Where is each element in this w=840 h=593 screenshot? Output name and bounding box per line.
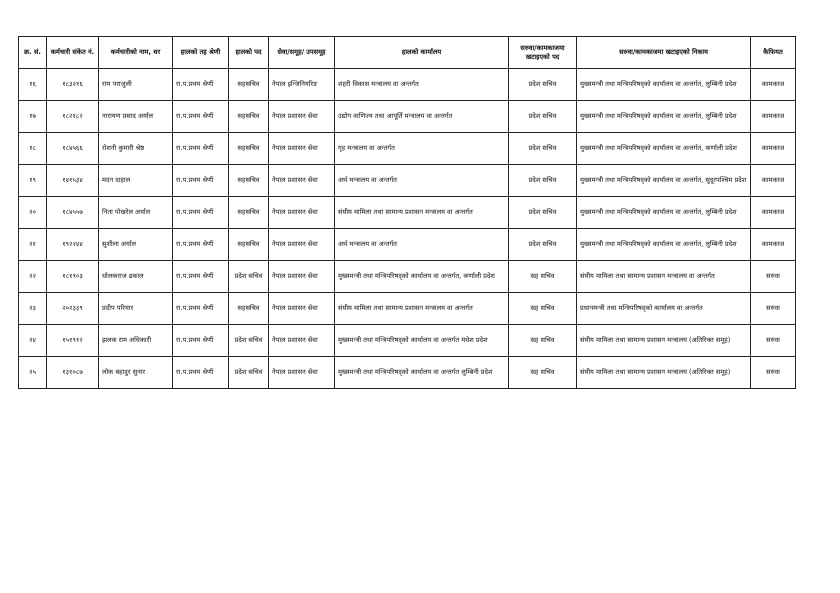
current-office-cell: मुख्यमन्त्री तथा मन्त्रिपरिषद्‌को कार्यालय वा अन्तर्गत, कर्णाली प्रदेश xyxy=(335,261,509,293)
serial-cell: १७ xyxy=(19,101,47,133)
table-row xyxy=(19,197,796,229)
level-cell: रा.प.प्रथम श्रेणी xyxy=(173,261,229,293)
current-office-cell: उद्योग वाणिज्य तथा आपूर्ति मन्त्रालय वा अन्तर्गत xyxy=(335,101,509,133)
serial-cell: २० xyxy=(19,197,47,229)
post-cell: सहसचिव xyxy=(229,69,269,101)
post-cell: सहसचिव xyxy=(229,229,269,261)
name-cell: निता पोखरेल अर्याल xyxy=(99,197,173,229)
table-row xyxy=(19,101,796,133)
service-group-cell: नेपाल प्रशासन सेवा xyxy=(269,261,335,293)
header-assigned-body: सरुवा/कामकाजमा खटाइएको निकाय xyxy=(577,37,751,69)
remarks-cell: कामकाज xyxy=(751,101,796,133)
header-remarks: कैफियत xyxy=(751,37,796,69)
name-cell: धोलकराज ढकाल xyxy=(99,261,173,293)
level-cell: रा.प.प्रथम श्रेणी xyxy=(173,165,229,197)
table-row xyxy=(19,325,796,357)
post-cell: सहसचिव xyxy=(229,101,269,133)
assigned-body-cell: मुख्यमन्त्री तथा मन्त्रिपरिषद्‌को कार्यालय वा अन्तर्गत, कर्णाली प्रदेश xyxy=(577,133,751,165)
assigned-body-cell: मुख्यमन्त्री तथा मन्त्रिपरिषद्‌को कार्यालय वा अन्तर्गत, सुदूरपश्चिम प्रदेश xyxy=(577,165,751,197)
service-group-cell: नेपाल प्रशासन सेवा xyxy=(269,325,335,357)
assigned-body-cell: संघीय मामिला तथा सामान्य प्रशासन मन्त्रालय (अतिरिक्त समूह) xyxy=(577,357,751,389)
table-row xyxy=(19,165,796,197)
assigned-body-cell: मुख्यमन्त्री तथा मन्त्रिपरिषद्‌को कार्यालय वा अन्तर्गत, लुम्बिनी प्रदेश xyxy=(577,229,751,261)
assigned-post-cell: प्रदेश सचिव xyxy=(509,133,577,165)
current-office-cell: अर्थ मन्त्रालय वा अन्तर्गत xyxy=(335,229,509,261)
employee-code-cell: १८२१८२ xyxy=(47,101,99,133)
assigned-body-cell: मुख्यमन्त्री तथा मन्त्रिपरिषद्‌को कार्यालय वा अन्तर्गत, लुम्बिनी प्रदेश xyxy=(577,69,751,101)
assigned-post-cell: प्रदेश सचिव xyxy=(509,101,577,133)
employee-code-cell: २०२३३९ xyxy=(47,293,99,325)
name-cell: रोशनी कुमारी श्रेष्ठ xyxy=(99,133,173,165)
level-cell: रा.प.प्रथम श्रेणी xyxy=(173,197,229,229)
assigned-post-cell: सह सचिव xyxy=(509,357,577,389)
level-cell: रा.प.प्रथम श्रेणी xyxy=(173,357,229,389)
current-office-cell: गृह मन्त्रालय वा अन्तर्गत xyxy=(335,133,509,165)
name-cell: मदन दाहाल xyxy=(99,165,173,197)
post-cell: सहसचिव xyxy=(229,197,269,229)
remarks-cell: कामकाज xyxy=(751,165,796,197)
assigned-body-cell: मुख्यमन्त्री तथा मन्त्रिपरिषद्‌को कार्यालय वा अन्तर्गत, लुम्बिनी प्रदेश xyxy=(577,101,751,133)
employee-code-cell: १३१०८७ xyxy=(47,357,99,389)
remarks-cell: कामकाज xyxy=(751,133,796,165)
table-row xyxy=(19,229,796,261)
level-cell: रा.प.प्रथम श्रेणी xyxy=(173,133,229,165)
table-row xyxy=(19,261,796,293)
post-cell: प्रदेश सचिव xyxy=(229,325,269,357)
service-group-cell: नेपाल इन्जिनियरिङ xyxy=(269,69,335,101)
remarks-cell: कामकाज xyxy=(751,197,796,229)
level-cell: रा.प.प्रथम श्रेणी xyxy=(173,325,229,357)
name-cell: प्रदीप परियार xyxy=(99,293,173,325)
employee-code-cell: १९२२४४ xyxy=(47,229,99,261)
assigned-body-cell: संघीय मामिला तथा सामान्य प्रशासन मन्त्रालय (अतिरिक्त समूह) xyxy=(577,325,751,357)
employee-code-cell: १४१५३४ xyxy=(47,165,99,197)
header-row xyxy=(19,37,796,69)
serial-cell: १८ xyxy=(19,133,47,165)
header-service-group: सेवा/समूह/ उपसमूह xyxy=(269,37,335,69)
remarks-cell: सरुवा xyxy=(751,325,796,357)
table-row xyxy=(19,293,796,325)
assigned-body-cell: मुख्यमन्त्री तथा मन्त्रिपरिषद्‌को कार्यालय वा अन्तर्गत, लुम्बिनी प्रदेश xyxy=(577,197,751,229)
transfer-table-page xyxy=(18,36,796,389)
current-office-cell: शहरी विकास मन्त्रालय वा अन्तर्गत xyxy=(335,69,509,101)
service-group-cell: नेपाल प्रशासन सेवा xyxy=(269,197,335,229)
current-office-cell: संघीय मामिला तथा सामान्य प्रशासन मन्त्रालय वा अन्तर्गत xyxy=(335,197,509,229)
header-name: कर्मचारीको नाम, थर xyxy=(99,37,173,69)
serial-cell: २१ xyxy=(19,229,47,261)
remarks-cell: सरुवा xyxy=(751,261,796,293)
name-cell: नारायण प्रसाद अर्याल xyxy=(99,101,173,133)
assigned-post-cell: प्रदेश सचिव xyxy=(509,197,577,229)
assigned-post-cell: प्रदेश सचिव xyxy=(509,165,577,197)
header-employee-code: कर्मचारी संकेत नं. xyxy=(47,37,99,69)
header-serial: क्र. सं. xyxy=(19,37,47,69)
remarks-cell: सरुवा xyxy=(751,357,796,389)
service-group-cell: नेपाल प्रशासन सेवा xyxy=(269,165,335,197)
serial-cell: १६ xyxy=(19,69,47,101)
employee-code-cell: १८३२१६ xyxy=(47,69,99,101)
service-group-cell: नेपाल प्रशासन सेवा xyxy=(269,229,335,261)
table-row xyxy=(19,69,796,101)
post-cell: सहसचिव xyxy=(229,293,269,325)
remarks-cell: कामकाज xyxy=(751,229,796,261)
name-cell: झलक राम अधिकारी xyxy=(99,325,173,357)
assigned-post-cell: सह सचिव xyxy=(509,261,577,293)
service-group-cell: नेपाल प्रशासन सेवा xyxy=(269,101,335,133)
employee-code-cell: १५१९१२ xyxy=(47,325,99,357)
post-cell: प्रदेश सचिव xyxy=(229,357,269,389)
post-cell: सहसचिव xyxy=(229,165,269,197)
current-office-cell: अर्थ मन्त्रालय वा अन्तर्गत xyxy=(335,165,509,197)
current-office-cell: संघीय मामिला तथा सामान्य प्रशासन मन्त्रालय वा अन्तर्गत xyxy=(335,293,509,325)
assigned-body-cell: संघीय मामिला तथा सामान्य प्रशासन मन्त्रालय वा अन्तर्गत xyxy=(577,261,751,293)
level-cell: रा.प.प्रथम श्रेणी xyxy=(173,229,229,261)
post-cell: प्रदेश सचिव xyxy=(229,261,269,293)
serial-cell: २३ xyxy=(19,293,47,325)
serial-cell: २४ xyxy=(19,325,47,357)
employee-code-cell: १८४५५७ xyxy=(47,197,99,229)
serial-cell: २२ xyxy=(19,261,47,293)
name-cell: राम पराजुली xyxy=(99,69,173,101)
assigned-body-cell: प्रधानमन्त्री तथा मन्त्रिपरिषद्‌को कार्यालय वा अन्तर्गत xyxy=(577,293,751,325)
header-post: हालको पद xyxy=(229,37,269,69)
level-cell: रा.प.प्रथम श्रेणी xyxy=(173,293,229,325)
level-cell: रा.प.प्रथम श्रेणी xyxy=(173,69,229,101)
assigned-post-cell: प्रदेश सचिव xyxy=(509,69,577,101)
assigned-post-cell: सह सचिव xyxy=(509,293,577,325)
current-office-cell: मुख्यमन्त्री तथा मन्त्रिपरिषद्‌को कार्यालय वा अन्तर्गत लुम्बिनी प्रदेश xyxy=(335,357,509,389)
serial-cell: २५ xyxy=(19,357,47,389)
name-cell: सुशीला अर्याल xyxy=(99,229,173,261)
table-row xyxy=(19,133,796,165)
service-group-cell: नेपाल प्रशासन सेवा xyxy=(269,293,335,325)
header-current-office: हालको कार्यालय xyxy=(335,37,509,69)
remarks-cell: कामकाज xyxy=(751,69,796,101)
employee-code-cell: १८४५६६ xyxy=(47,133,99,165)
service-group-cell: नेपाल प्रशासन सेवा xyxy=(269,133,335,165)
post-cell: सहसचिव xyxy=(229,133,269,165)
employee-code-cell: १८१९०३ xyxy=(47,261,99,293)
transfer-table xyxy=(18,36,796,389)
table-row xyxy=(19,357,796,389)
serial-cell: १९ xyxy=(19,165,47,197)
remarks-cell: सरुवा xyxy=(751,293,796,325)
assigned-post-cell: प्रदेश सचिव xyxy=(509,229,577,261)
name-cell: लोक बहादुर सुनार xyxy=(99,357,173,389)
header-level: हालको तह श्रेणी xyxy=(173,37,229,69)
current-office-cell: मुख्यमन्त्री तथा मन्त्रिपरिषद्‌को कार्यालय वा अन्तर्गत मधेश प्रदेश xyxy=(335,325,509,357)
service-group-cell: नेपाल प्रशासन सेवा xyxy=(269,357,335,389)
header-assigned-post: सरुवा/कामकाजमा खटाइएको पद xyxy=(509,37,577,69)
assigned-post-cell: सह सचिव xyxy=(509,325,577,357)
level-cell: रा.प.प्रथम श्रेणी xyxy=(173,101,229,133)
